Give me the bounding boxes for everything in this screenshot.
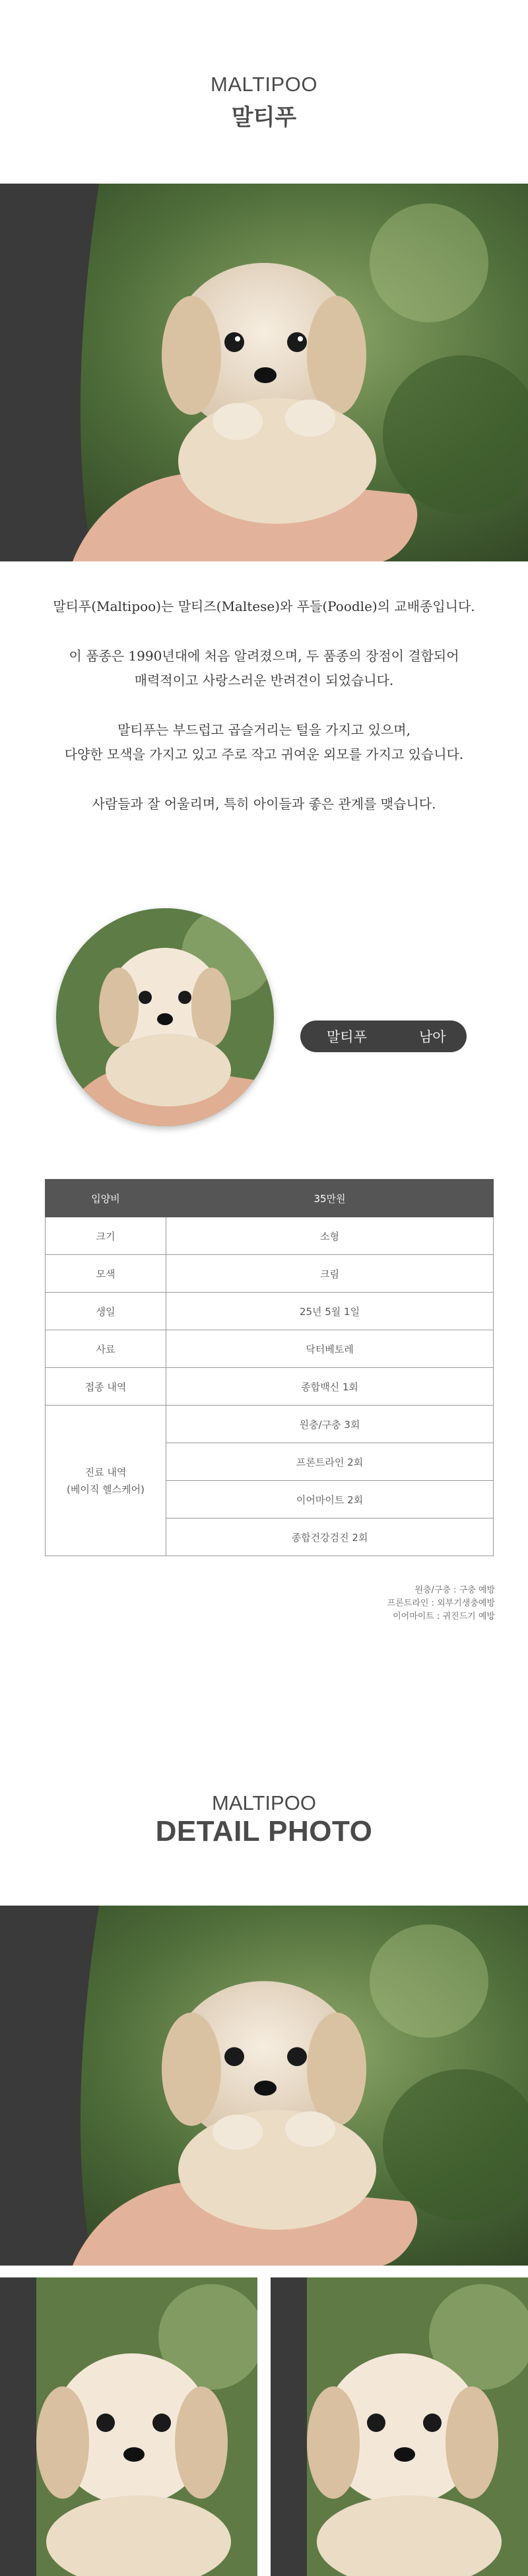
header-title-ko: 말티푸 xyxy=(231,104,297,131)
color-value: 크림 xyxy=(166,1255,494,1293)
breed-sex-badge xyxy=(300,1020,467,1052)
hero-puppy-photo xyxy=(0,184,528,561)
medical-history-label: 진료 내역 (베이직 헬스케어) xyxy=(46,1406,166,1556)
medical-notes xyxy=(387,1584,495,1624)
color-label: 모색 xyxy=(46,1255,166,1293)
table-header-row xyxy=(46,1180,494,1217)
sex-label: 남아 xyxy=(419,1029,446,1045)
medical-item: 프론트라인 2회 xyxy=(166,1443,494,1481)
vaccination-value: 종합백신 1회 xyxy=(166,1368,494,1406)
note-line: 원충/구충 : 구충 예방 xyxy=(414,1585,495,1595)
vaccination-label: 접종 내역 xyxy=(46,1368,166,1406)
table-row xyxy=(46,1293,494,1330)
food-label: 사료 xyxy=(46,1330,166,1368)
table-row xyxy=(46,1217,494,1255)
detail-puppy-photo-right xyxy=(271,2277,528,2576)
profile-puppy-photo xyxy=(56,908,274,1126)
detail-puppy-photo-large xyxy=(0,1906,528,2266)
header-title-en: MALTIPOO xyxy=(211,73,317,96)
detail-title-main: DETAIL PHOTO xyxy=(155,1815,373,1847)
size-value: 소형 xyxy=(166,1217,494,1255)
detail-title-en: MALTIPOO xyxy=(212,1791,316,1814)
description-paragraph-1: 말티푸(Maltipoo)는 말티즈(Maltese)와 푸들(Poodle)의 교배종입니다. xyxy=(53,598,475,614)
adoption-info-table xyxy=(45,1179,494,1556)
birthday-label: 생일 xyxy=(46,1293,166,1330)
table-row xyxy=(46,1368,494,1406)
description-paragraph-4: 사람들과 잘 어울리며, 특히 아이들과 좋은 관계를 맺습니다. xyxy=(92,796,436,812)
breed-description xyxy=(0,594,528,841)
detail-puppy-photo-left xyxy=(0,2277,257,2576)
table-row xyxy=(46,1406,494,1443)
adoption-fee-label: 입양비 xyxy=(46,1180,166,1217)
size-label: 크기 xyxy=(46,1217,166,1255)
medical-item: 종합건강검진 2회 xyxy=(166,1519,494,1556)
description-paragraph-2: 이 품종은 1990년대에 처음 알려졌으며, 두 품종의 장점이 결합되어 매력적이고 사랑스러운 반려견이 되었습니다. xyxy=(69,648,459,688)
table-row xyxy=(46,1330,494,1368)
description-paragraph-3: 말티푸는 부드럽고 곱슬거리는 털을 가지고 있으며, 다양한 모색을 가지고 있고 주로 작고 귀여운 외모를 가지고 있습니다. xyxy=(64,722,464,762)
birthday-value: 25년 5월 1일 xyxy=(166,1293,494,1330)
food-value: 닥터베토레 xyxy=(166,1330,494,1368)
table-row xyxy=(46,1255,494,1293)
medical-item: 이어마이트 2회 xyxy=(166,1481,494,1519)
breed-label: 말티푸 xyxy=(327,1029,367,1045)
medical-item: 원충/구충 3회 xyxy=(166,1406,494,1443)
note-line: 프론트라인 : 외부기생충예방 xyxy=(387,1598,495,1608)
adoption-fee-value: 35만원 xyxy=(166,1180,494,1217)
note-line: 이어마이트 : 귀진드기 예방 xyxy=(393,1612,495,1622)
